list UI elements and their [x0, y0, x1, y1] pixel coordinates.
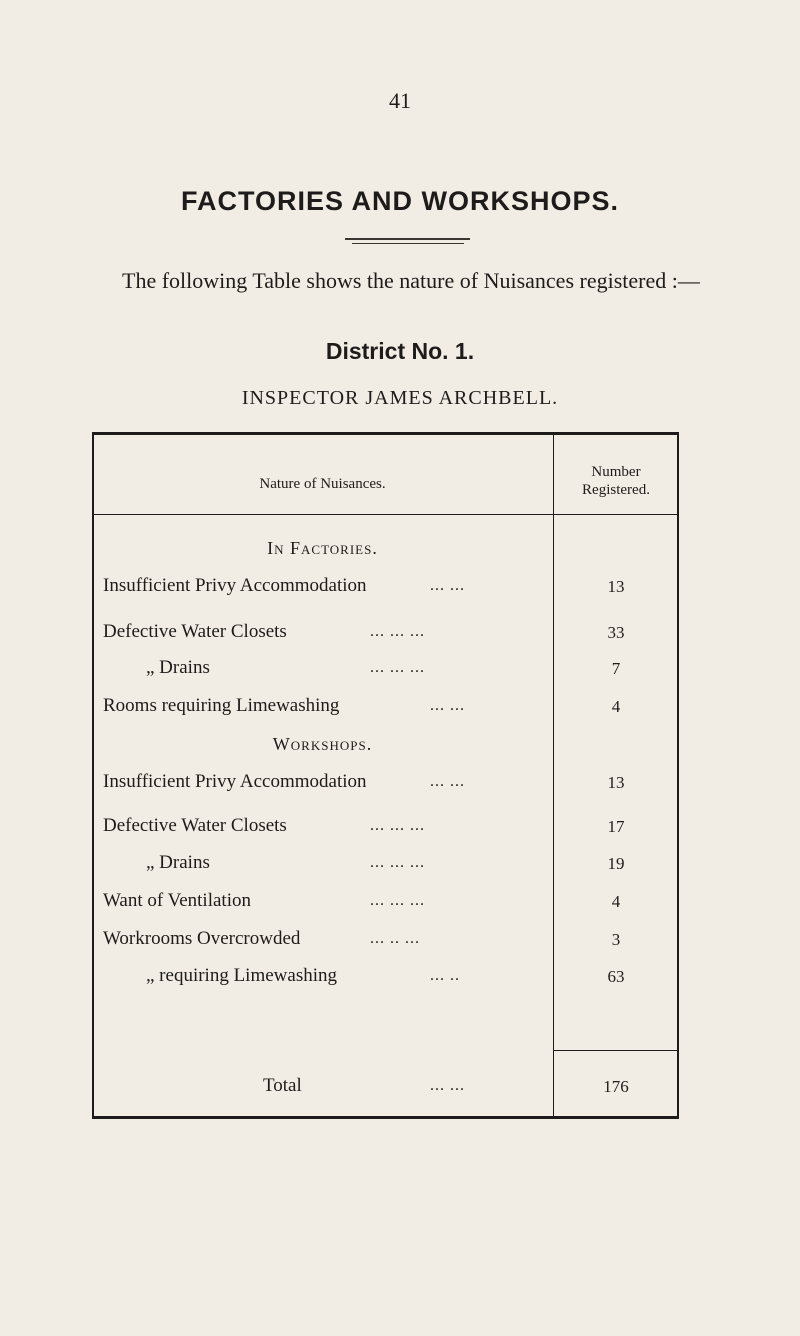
row-value: 19	[607, 854, 625, 873]
row-label: Defective Water Closets	[103, 621, 287, 642]
row-leader-dots: ... ...	[430, 577, 465, 594]
header-number-line2: Registered.	[582, 482, 650, 498]
title-divider	[345, 238, 470, 240]
row-leader-dots: ... ... ...	[370, 659, 425, 676]
column-divider	[553, 432, 554, 1119]
row-value: 4	[611, 697, 621, 716]
row-value: 4	[611, 892, 621, 911]
header-number	[555, 463, 677, 499]
row-leader-dots: ... ...	[430, 697, 465, 714]
header-number-line1: Number	[591, 464, 641, 480]
page-number: 41	[389, 88, 411, 113]
title-divider-thin	[352, 243, 464, 244]
row-label: Insufficient Privy Accommodation	[103, 575, 367, 596]
row-value: 3	[611, 930, 621, 949]
row-label: Workrooms Overcrowded	[103, 928, 301, 949]
row-value: 13	[607, 577, 625, 596]
intro-paragraph: The following Table shows the nature of Nuisances registered :—	[122, 268, 700, 293]
row-value: 17	[607, 817, 625, 836]
header-nature: Nature of Nuisances.	[259, 476, 386, 492]
row-value: 13	[607, 773, 625, 792]
total-rule	[553, 1050, 679, 1051]
row-value: 7	[611, 659, 621, 678]
row-leader-dots: ... ... ...	[370, 623, 425, 640]
section-title-workshops: Workshops.	[272, 734, 373, 754]
row-label: „ Drains	[146, 852, 210, 873]
row-label: Insufficient Privy Accommodation	[103, 771, 367, 792]
district-heading: District No. 1.	[325, 338, 475, 364]
row-leader-dots: ... ... ...	[370, 854, 425, 871]
row-leader-dots: ... ... ...	[370, 817, 425, 834]
row-label: Rooms requiring Limewashing	[103, 695, 340, 716]
row-label: „ requiring Limewashing	[146, 965, 338, 986]
row-leader-dots: ... ...	[430, 773, 465, 790]
row-value: 33	[607, 623, 625, 642]
page-title: FACTORIES AND WORKSHOPS.	[180, 186, 620, 216]
total-label: Total	[263, 1075, 302, 1096]
inspector-heading: INSPECTOR JAMES ARCHBELL.	[241, 387, 559, 409]
row-value: 63	[607, 967, 625, 986]
total-leader-dots: ... ...	[430, 1077, 465, 1094]
row-leader-dots: ... .. ...	[370, 930, 420, 947]
row-leader-dots: ... ... ...	[370, 892, 425, 909]
row-label: „ Drains	[146, 657, 210, 678]
row-label: Want of Ventilation	[103, 890, 251, 911]
total-value: 176	[603, 1077, 629, 1096]
section-title-factories: In Factories.	[267, 538, 378, 558]
row-leader-dots: ... ..	[430, 967, 460, 984]
row-label: Defective Water Closets	[103, 815, 287, 836]
header-rule	[92, 514, 679, 515]
